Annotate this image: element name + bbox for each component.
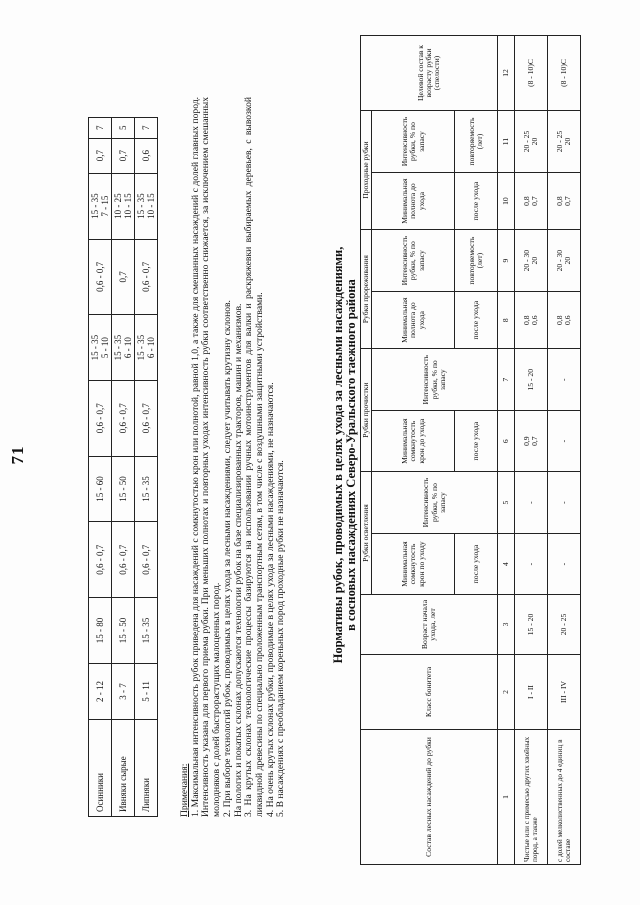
table-cell: 2 - 12 [89, 663, 112, 719]
column-number: 6 [498, 411, 515, 472]
table-cell: 0,6 - 0,7 [135, 380, 158, 456]
table-cell: 15 - 50 [112, 456, 135, 522]
header-passing-intensity: Интенсивность рубки, % по запасу [372, 111, 455, 173]
main-table [360, 35, 581, 865]
header-cleaning-intensity: Интенсивность рубки, % по запасу [372, 349, 498, 411]
header-passing: Проходные рубки [361, 111, 372, 230]
table-cell: 20 - 25 20 [548, 111, 581, 173]
note-3: 3. На крутых склонах технологические процессы базируются на использовании ручных мотоинструментов для валки и раскряжевки выбираемых деревьев, с вывозкой ликвидной древесины по специально проложенным транспортным сетям, в том числе с воздушными защитными устройствами. [243, 97, 265, 817]
header-composition: Состав лесных насаждений до рубки [361, 730, 498, 865]
header-passing-after: после ухода [455, 173, 498, 230]
column-number: 7 [498, 349, 515, 411]
table-cell: 15 - 35 [135, 456, 158, 522]
note-5: 5. В насаждениях с преобладанием кореньных пород проходные рубки не назначаются. [275, 460, 287, 817]
table-row [112, 118, 135, 817]
table-row [89, 118, 112, 817]
notes-heading: Примечания: [179, 763, 190, 817]
main-title-line-1: Нормативы рубок, проводимых в целях ухода за лесными насаждениями, [331, 246, 345, 664]
table-cell: 0,6 - 0,7 [89, 380, 112, 456]
table-cell: 15 - 35 [135, 598, 158, 664]
header-cleaning-min: Минимальная сомкнутость крон до ухода [372, 411, 455, 472]
table-cell: (8 - 10)С [515, 36, 548, 111]
table-row [515, 36, 548, 865]
table-cell: 15 - 20 [515, 595, 548, 655]
table-cell: 7 [135, 118, 158, 139]
page-number: 71 [8, 445, 27, 465]
table-cell: 0,6 - 0,7 [112, 380, 135, 456]
table-cell: 0,8 0,6 [548, 292, 581, 349]
table-cell: 0,7 [89, 138, 112, 173]
table-cell: 15 - 35 7 - 15 [89, 173, 112, 239]
top-table [88, 117, 158, 817]
header-target: Целевой состав к возрасту рубки (спелости) [361, 36, 498, 111]
column-number: 8 [498, 292, 515, 349]
header-clearing-after: после ухода [455, 534, 498, 595]
table-cell: III - IV [548, 655, 581, 730]
table-cell: 0,6 [135, 138, 158, 173]
table-cell: 0,6 - 0,7 [89, 239, 112, 315]
header-site-class: Класс бонитета [361, 655, 498, 730]
table-cell: 15 - 20 [515, 349, 548, 411]
column-number: 3 [498, 595, 515, 655]
main-title-line-2: в сосновых насаждениях Северо-Уральского таежного района [344, 279, 358, 631]
table-cell: 3 - 7 [112, 663, 135, 719]
table-cell: 0,6 - 0,7 [135, 239, 158, 315]
table-cell: 15 - 35 6 - 10 [135, 315, 158, 381]
table-cell: 15 - 35 6 - 10 [112, 315, 135, 381]
table-cell: 20 - 25 20 [515, 111, 548, 173]
table-cell: 20 - 30 20 [548, 230, 581, 292]
table-cell: 0,9 0,7 [515, 411, 548, 472]
header-passing-min: Минимальная полнота до ухода [372, 173, 455, 230]
main-table-title [332, 125, 358, 785]
table-row [548, 36, 581, 865]
table-cell: 5 [112, 118, 135, 139]
table-row [135, 118, 158, 817]
table-cell: I - II [515, 655, 548, 730]
table-cell: 10 - 25 10 - 15 [112, 173, 135, 239]
table-cell: 15 - 50 [112, 598, 135, 664]
species-cell: Ивняки сырые [112, 720, 135, 817]
table-cell: - [548, 534, 581, 595]
header-passing-repeat: повторяемость (лет) [455, 111, 498, 173]
table-cell: 0,8 0,7 [515, 173, 548, 230]
note-2b: На пологих и покатых склонах допускаются технологии рубок на базе специализированных тракторов, машин и механизмов. [232, 303, 244, 817]
composition-cell: Чистые или с примесью других хвойных пород, а также [515, 730, 548, 865]
table-cell: 20 - 25 [548, 595, 581, 655]
header-start-age: Возраст начала ухода, лет [361, 595, 498, 655]
header-thinning-intensity: Интенсивность рубки, % по запасу [372, 230, 455, 292]
header-clearing: Рубки осветления [361, 472, 372, 595]
column-number-row [498, 36, 515, 865]
column-number: 2 [498, 655, 515, 730]
table-cell: - [548, 349, 581, 411]
table-cell: 0,7 [112, 239, 135, 315]
table-cell: 0,8 0,7 [548, 173, 581, 230]
note-1: 1. Максимальная интенсивность рубок приведена для насаждений с сомкнутостью крон или полнотой, равной 1,0, а также для смешанных насаждений с долей главных пород. Интенсивность указана для первого приема рубки. При меньших полнотах и повторных уходах интенсивность рубки соответственно снижается, за исключением смешанных молодняков с долей быстрорастущих малоценных пород. [189, 97, 223, 817]
table-cell: - [515, 534, 548, 595]
column-number: 11 [498, 111, 515, 173]
header-cleaning-after: после ухода [455, 411, 498, 472]
species-cell: Осинники [89, 720, 112, 817]
column-number: 5 [498, 472, 515, 534]
table-cell: - [548, 411, 581, 472]
table-cell: 15 - 80 [89, 598, 112, 664]
table-cell: 0,8 0,6 [515, 292, 548, 349]
note-2: 2. При выборе технологий рубок, проводимых в целях ухода за лесными насаждениями, следует учитывать крутизну склонов. [221, 300, 233, 817]
table-cell: 15 - 35 5 - 10 [89, 315, 112, 381]
notes-block [180, 97, 287, 817]
header-thinning: Рубки прореживания [361, 230, 372, 349]
header-thinning-min: Минимальная полнота до ухода [372, 292, 455, 349]
note-4: 4. На очень крутых склонах рубки, проводимые в целях ухода за лесными насаждениями, не назначаются. [264, 382, 276, 817]
column-number: 1 [498, 730, 515, 865]
column-number: 10 [498, 173, 515, 230]
header-thinning-after: после ухода [455, 292, 498, 349]
column-number: 12 [498, 36, 515, 111]
table-cell: 0,6 - 0,7 [89, 522, 112, 598]
column-number: 4 [498, 534, 515, 595]
table-cell: 0,6 - 0,7 [135, 522, 158, 598]
table-cell: 7 [89, 118, 112, 139]
table-cell: 15 - 35 10 - 15 [135, 173, 158, 239]
table-cell: 0,7 [112, 138, 135, 173]
column-number: 9 [498, 230, 515, 292]
table-cell: 0,6 - 0,7 [112, 522, 135, 598]
table-cell: 15 - 60 [89, 456, 112, 522]
header-clearing-min: Минимальная сомкнутость крон по уходу [372, 534, 455, 595]
header-thinning-repeat: повторяемость (лет) [455, 230, 498, 292]
table-cell: - [548, 472, 581, 534]
composition-cell: с долей мелколиственных до 4 единиц в составе [548, 730, 581, 865]
table-cell: - [515, 472, 548, 534]
header-cleaning: Рубки прочистки [361, 349, 372, 472]
table-cell: 20 - 30 20 [515, 230, 548, 292]
table-cell: 5 - 11 [135, 663, 158, 719]
header-clearing-intensity: Интенсивность рубки, % по запасу [372, 472, 498, 534]
species-cell: Липняки [135, 720, 158, 817]
table-cell: (8 - 10)С [548, 36, 581, 111]
